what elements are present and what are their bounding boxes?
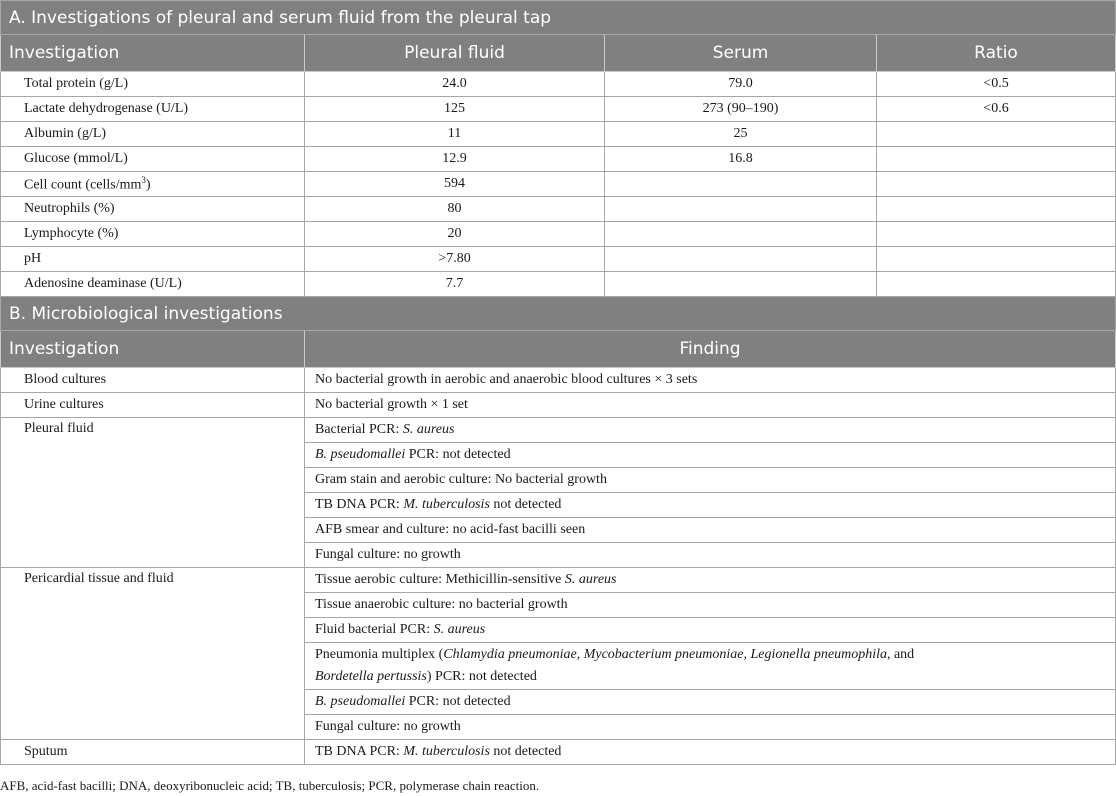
ratio-value: <0.6: [877, 97, 1116, 122]
table-row: [1, 97, 1116, 122]
pleural-value: 11: [305, 122, 605, 147]
finding-part: Bacterial PCR:: [315, 422, 403, 437]
ratio-value: [877, 172, 1116, 197]
finding-part: TB DNA PCR:: [315, 497, 404, 512]
finding-text: Fungal culture: no growth: [305, 543, 1116, 568]
table-row: [1, 740, 1116, 765]
organism-name: Bordetella pertussis: [315, 669, 427, 684]
finding-part: , and: [886, 647, 915, 662]
row-label: pH: [1, 247, 305, 272]
organism-name: B. pseudomallei: [315, 694, 406, 709]
row-label: Lymphocyte (%): [1, 222, 305, 247]
table-row: [1, 147, 1116, 172]
ratio-value: <0.5: [877, 72, 1116, 97]
table-footnote: AFB, acid-fast bacilli; DNA, deoxyribonucleic acid; TB, tuberculosis; PCR, polymerase chain reaction.: [0, 778, 540, 793]
pleural-value: 12.9: [305, 147, 605, 172]
serum-value: 25: [605, 122, 877, 147]
finding-text: No bacterial growth × 1 set: [305, 393, 1116, 418]
finding-text: [305, 618, 1116, 643]
row-label-end: ): [145, 177, 151, 193]
row-label: Total protein (g/L): [1, 72, 305, 97]
finding-part: Pneumonia multiplex (: [315, 647, 444, 662]
table-row: [1, 272, 1116, 297]
table-row: [1, 368, 1116, 393]
finding-text: [305, 643, 1116, 690]
organism-name: S. aureus: [564, 572, 617, 587]
row-label: Pleural fluid: [1, 418, 305, 568]
finding-part: PCR: not detected: [405, 694, 511, 709]
finding-text: Gram stain and aerobic culture: No bacterial growth: [305, 468, 1116, 493]
col-header-serum: Serum: [605, 35, 877, 72]
serum-value: [605, 272, 877, 297]
finding-text: Fungal culture: no growth: [305, 715, 1116, 740]
finding-part: TB DNA PCR:: [315, 744, 404, 759]
col-header-investigation: Investigation: [1, 331, 305, 368]
section-b-title: B. Microbiological investigations: [1, 297, 1116, 331]
ratio-value: [877, 122, 1116, 147]
pleural-value: 594: [305, 172, 605, 197]
ratio-value: [877, 272, 1116, 297]
serum-value: 16.8: [605, 147, 877, 172]
table-row: [1, 172, 1116, 197]
ratio-value: [877, 197, 1116, 222]
serum-value: [605, 197, 877, 222]
row-label: [1, 172, 305, 197]
table-row: [1, 222, 1116, 247]
serum-value: 79.0: [605, 72, 877, 97]
organism-name: B. pseudomallei: [315, 447, 406, 462]
row-label: Adenosine deaminase (U/L): [1, 272, 305, 297]
row-label: Blood cultures: [1, 368, 305, 393]
finding-text: [305, 443, 1116, 468]
organism-name: S. aureus: [433, 622, 486, 637]
pleural-value: >7.80: [305, 247, 605, 272]
pleural-value: 80: [305, 197, 605, 222]
col-header-ratio: Ratio: [877, 35, 1116, 72]
row-label: Urine cultures: [1, 393, 305, 418]
col-header-pleural-fluid: Pleural fluid: [305, 35, 605, 72]
row-label: Sputum: [1, 740, 305, 765]
row-label: Neutrophils (%): [1, 197, 305, 222]
pleural-value: 7.7: [305, 272, 605, 297]
finding-text: [305, 493, 1116, 518]
ratio-value: [877, 247, 1116, 272]
pleural-value: 125: [305, 97, 605, 122]
section-a-header-row: [1, 35, 1116, 72]
ratio-value: [877, 222, 1116, 247]
col-header-finding: Finding: [305, 331, 1116, 368]
table-row: [1, 393, 1116, 418]
pleural-value: 20: [305, 222, 605, 247]
organism-name: Chlamydia pneumoniae, Mycobacterium pneumoniae, Legionella pneumophila: [443, 647, 887, 662]
finding-text: [305, 418, 1116, 443]
finding-part: not detected: [489, 497, 562, 512]
superscript: 3: [141, 174, 146, 185]
organism-name: M. tuberculosis: [403, 497, 490, 512]
finding-text: [305, 690, 1116, 715]
finding-text: [305, 568, 1116, 593]
serum-value: [605, 222, 877, 247]
organism-name: S. aureus: [402, 422, 455, 437]
row-label: Pericardial tissue and fluid: [1, 568, 305, 740]
row-label: Albumin (g/L): [1, 122, 305, 147]
col-header-investigation: Investigation: [1, 35, 305, 72]
table-row: [1, 418, 1116, 443]
finding-part: Fluid bacterial PCR:: [315, 622, 434, 637]
section-a-title: A. Investigations of pleural and serum fluid from the pleural tap: [1, 1, 1116, 35]
finding-part: Tissue aerobic culture: Methicillin-sensitive: [315, 572, 565, 587]
finding-part: PCR: not detected: [405, 447, 511, 462]
table-row: [1, 122, 1116, 147]
table-row: [1, 72, 1116, 97]
serum-value: [605, 172, 877, 197]
section-b-header-row: [1, 331, 1116, 368]
finding-text: Tissue anaerobic culture: no bacterial growth: [305, 593, 1116, 618]
row-label: Glucose (mmol/L): [1, 147, 305, 172]
pleural-value: 24.0: [305, 72, 605, 97]
organism-name: M. tuberculosis: [403, 744, 490, 759]
ratio-value: [877, 147, 1116, 172]
serum-value: 273 (90–190): [605, 97, 877, 122]
table-row: [1, 247, 1116, 272]
finding-text: [305, 740, 1116, 765]
serum-value: [605, 247, 877, 272]
row-label-text: Cell count (cells/mm: [24, 177, 142, 193]
finding-part: ) PCR: not detected: [426, 669, 537, 684]
finding-part: not detected: [489, 744, 562, 759]
table-row: [1, 568, 1116, 593]
finding-text: No bacterial growth in aerobic and anaerobic blood cultures × 3 sets: [305, 368, 1116, 393]
row-label: Lactate dehydrogenase (U/L): [1, 97, 305, 122]
finding-text: AFB smear and culture: no acid-fast bacilli seen: [305, 518, 1116, 543]
table-row: [1, 197, 1116, 222]
